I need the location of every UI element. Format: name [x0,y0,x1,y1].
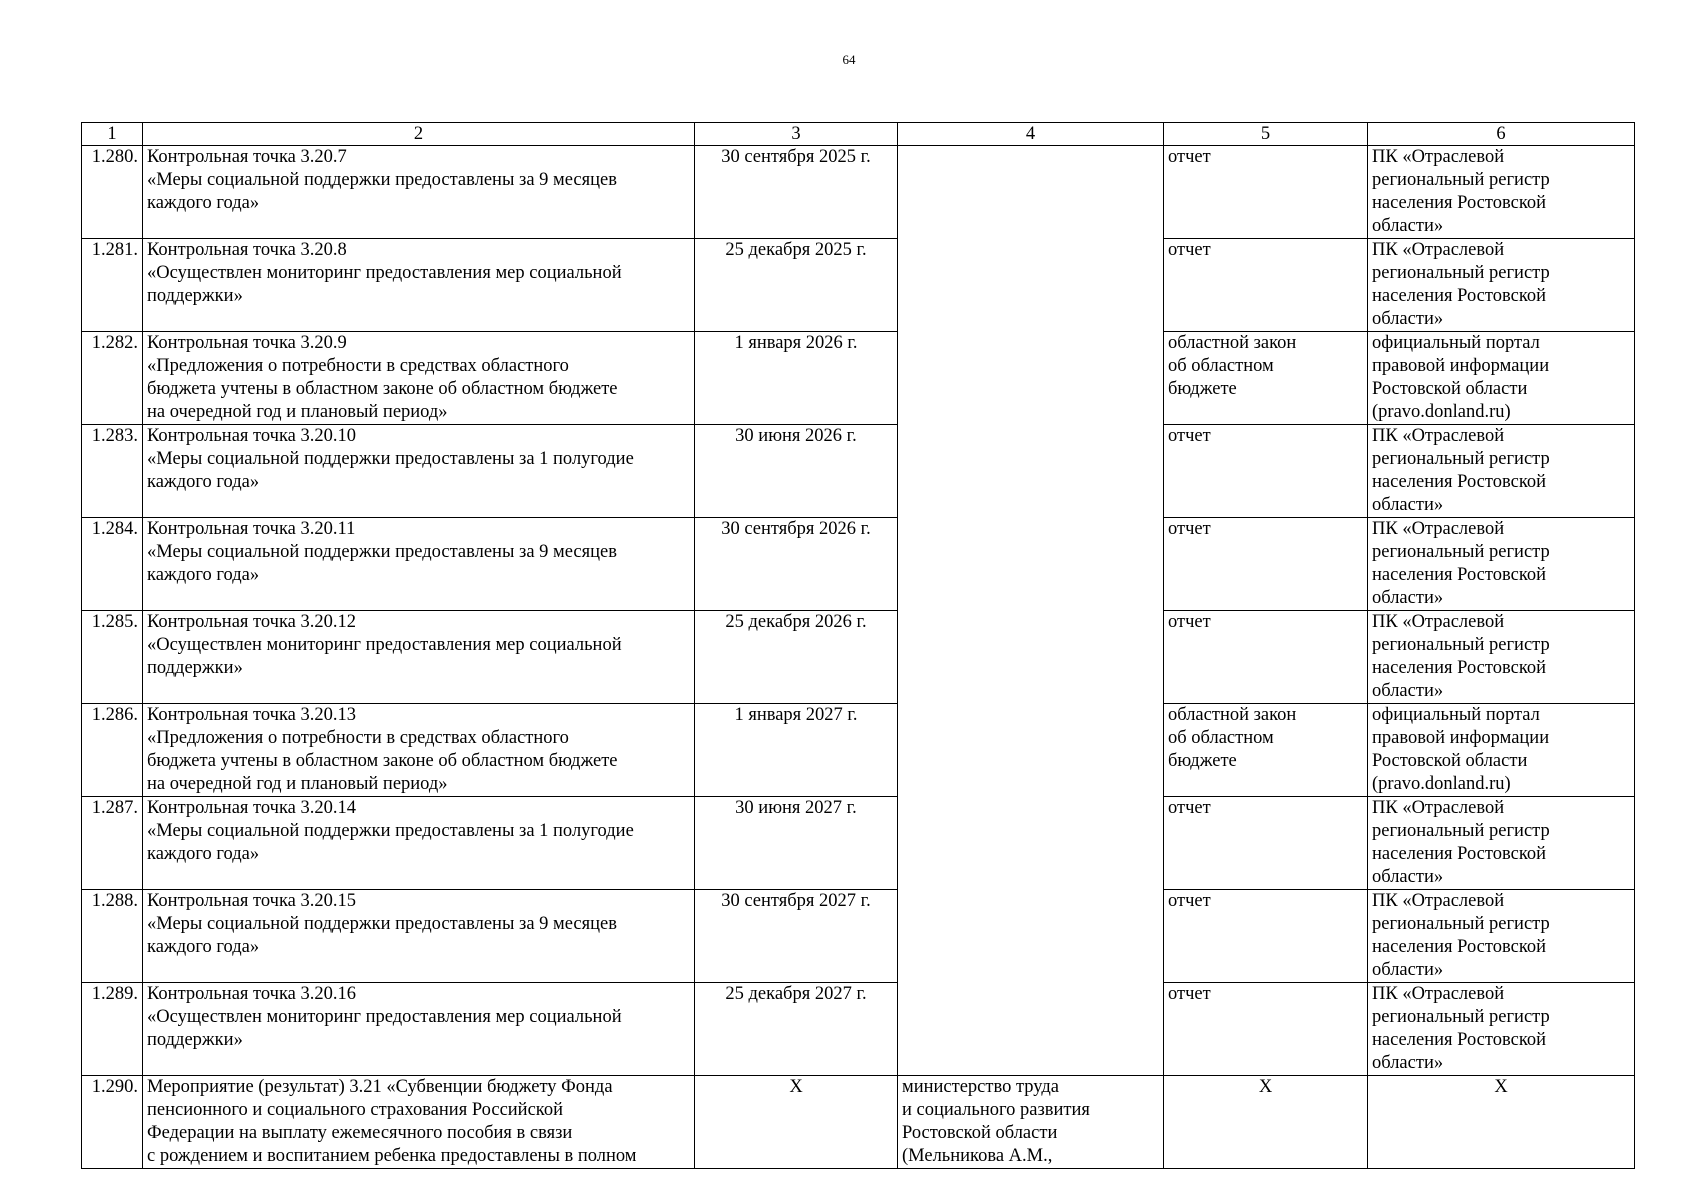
row-number: 1.285. [82,611,143,704]
row-number: 1.284. [82,518,143,611]
table-row [82,611,1635,704]
deadline-date: 30 сентября 2026 г. [695,518,898,611]
row-description-cell [143,239,695,332]
deadline-date: 1 января 2027 г. [695,704,898,797]
deadline-date: 25 декабря 2025 г. [695,239,898,332]
deadline-date: 30 сентября 2027 г. [695,890,898,983]
table-row [82,332,1635,425]
document-type: отчет [1164,425,1368,518]
control-point-description: «Предложения о потребности в средствах областного бюджета учтены в областном законе об областном бюджете на очередной год и плановый период» [147,356,618,422]
deadline-date: 30 июня 2026 г. [695,425,898,518]
document-type: отчет [1164,518,1368,611]
row-number: 1.289. [82,983,143,1076]
control-point-description: «Меры социальной поддержки предоставлены за 1 полугодие каждого года» [147,821,634,864]
column-header-3: 3 [695,123,898,146]
row-number: 1.290. [82,1076,143,1169]
control-point-description: «Осуществлен мониторинг предоставления мер социальной поддержки» [147,263,622,306]
information-source: X [1368,1076,1635,1169]
deadline-date: 1 января 2026 г. [695,332,898,425]
information-source: ПК «Отраслевой региональный регистр населения Ростовской области» [1368,146,1635,239]
column-header-1: 1 [82,123,143,146]
row-number: 1.286. [82,704,143,797]
column-header-4: 4 [898,123,1164,146]
row-description-cell [143,983,695,1076]
row-description-cell [143,518,695,611]
document-type: отчет [1164,239,1368,332]
row-description-cell [143,332,695,425]
document-type: отчет [1164,983,1368,1076]
deadline-date: 25 декабря 2027 г. [695,983,898,1076]
row-number: 1.288. [82,890,143,983]
table-row [82,890,1635,983]
table-row [82,146,1635,239]
information-source: ПК «Отраслевой региональный регистр населения Ростовской области» [1368,983,1635,1076]
information-source: официальный портал правовой информации Ростовской области (pravo.donland.ru) [1368,332,1635,425]
table-row [82,704,1635,797]
responsible-cell-empty [898,146,1164,1076]
control-point-title: Контрольная точка 3.20.16 [147,984,357,1004]
column-header-2: 2 [143,123,695,146]
control-point-title: Контрольная точка 3.20.12 [147,612,357,632]
table-row-measure [82,1076,1635,1169]
responsible-executor: министерство труда и социального развития Ростовской области (Мельникова А.М., [898,1076,1164,1169]
column-header-6: 6 [1368,123,1635,146]
information-source: ПК «Отраслевой региональный регистр населения Ростовской области» [1368,797,1635,890]
row-number: 1.283. [82,425,143,518]
document-type: областной закон об областном бюджете [1164,704,1368,797]
document-type: отчет [1164,797,1368,890]
document-type: областной закон об областном бюджете [1164,332,1368,425]
control-point-title: Контрольная точка 3.20.9 [147,333,347,353]
document-type: отчет [1164,611,1368,704]
information-source: официальный портал правовой информации Ростовской области (pravo.donland.ru) [1368,704,1635,797]
document-type: X [1164,1076,1368,1169]
control-point-description: «Меры социальной поддержки предоставлены за 9 месяцев каждого года» [147,542,617,585]
control-point-title: Контрольная точка 3.20.14 [147,798,357,818]
control-point-description: «Предложения о потребности в средствах областного бюджета учтены в областном законе об областном бюджете на очередной год и плановый период» [147,728,618,794]
row-number: 1.287. [82,797,143,890]
row-description-cell [143,797,695,890]
row-description-cell [143,890,695,983]
table-row [82,239,1635,332]
information-source: ПК «Отраслевой региональный регистр населения Ростовской области» [1368,518,1635,611]
row-number: 1.281. [82,239,143,332]
row-description-cell [143,425,695,518]
deadline-date: 25 декабря 2026 г. [695,611,898,704]
control-point-title: Контрольная точка 3.20.8 [147,240,347,260]
control-point-title: Контрольная точка 3.20.11 [147,519,356,539]
measure-description: Мероприятие (результат) 3.21 «Субвенции бюджету Фонда пенсионного и социального страхования Российской Федерации на выплату ежемесячного пособия в связи с рождением и воспитанием ребенка предоставлены в полном [143,1076,695,1169]
deadline-date: X [695,1076,898,1169]
table-row [82,797,1635,890]
information-source: ПК «Отраслевой региональный регистр населения Ростовской области» [1368,890,1635,983]
control-point-description: «Осуществлен мониторинг предоставления мер социальной поддержки» [147,1007,622,1050]
control-point-title: Контрольная точка 3.20.15 [147,891,357,911]
row-number: 1.282. [82,332,143,425]
control-point-title: Контрольная точка 3.20.10 [147,426,357,446]
document-type: отчет [1164,890,1368,983]
deadline-date: 30 июня 2027 г. [695,797,898,890]
row-number: 1.280. [82,146,143,239]
control-point-description: «Меры социальной поддержки предоставлены за 9 месяцев каждого года» [147,914,617,957]
deadline-date: 30 сентября 2025 г. [695,146,898,239]
table-body [82,146,1635,1169]
control-point-title: Контрольная точка 3.20.7 [147,147,347,167]
column-number-header-row [82,123,1635,146]
row-description-cell [143,146,695,239]
page-number: 64 [842,52,856,67]
table-row [82,983,1635,1076]
row-description-cell [143,704,695,797]
control-points-table [81,122,1635,1169]
information-source: ПК «Отраслевой региональный регистр населения Ростовской области» [1368,425,1635,518]
control-point-description: «Меры социальной поддержки предоставлены за 1 полугодие каждого года» [147,449,634,492]
column-header-5: 5 [1164,123,1368,146]
table-row [82,518,1635,611]
control-point-description: «Осуществлен мониторинг предоставления мер социальной поддержки» [147,635,622,678]
information-source: ПК «Отраслевой региональный регистр населения Ростовской области» [1368,611,1635,704]
information-source: ПК «Отраслевой региональный регистр населения Ростовской области» [1368,239,1635,332]
control-point-title: Контрольная точка 3.20.13 [147,705,357,725]
row-description-cell [143,611,695,704]
table-row [82,425,1635,518]
document-type: отчет [1164,146,1368,239]
control-point-description: «Меры социальной поддержки предоставлены за 9 месяцев каждого года» [147,170,617,213]
